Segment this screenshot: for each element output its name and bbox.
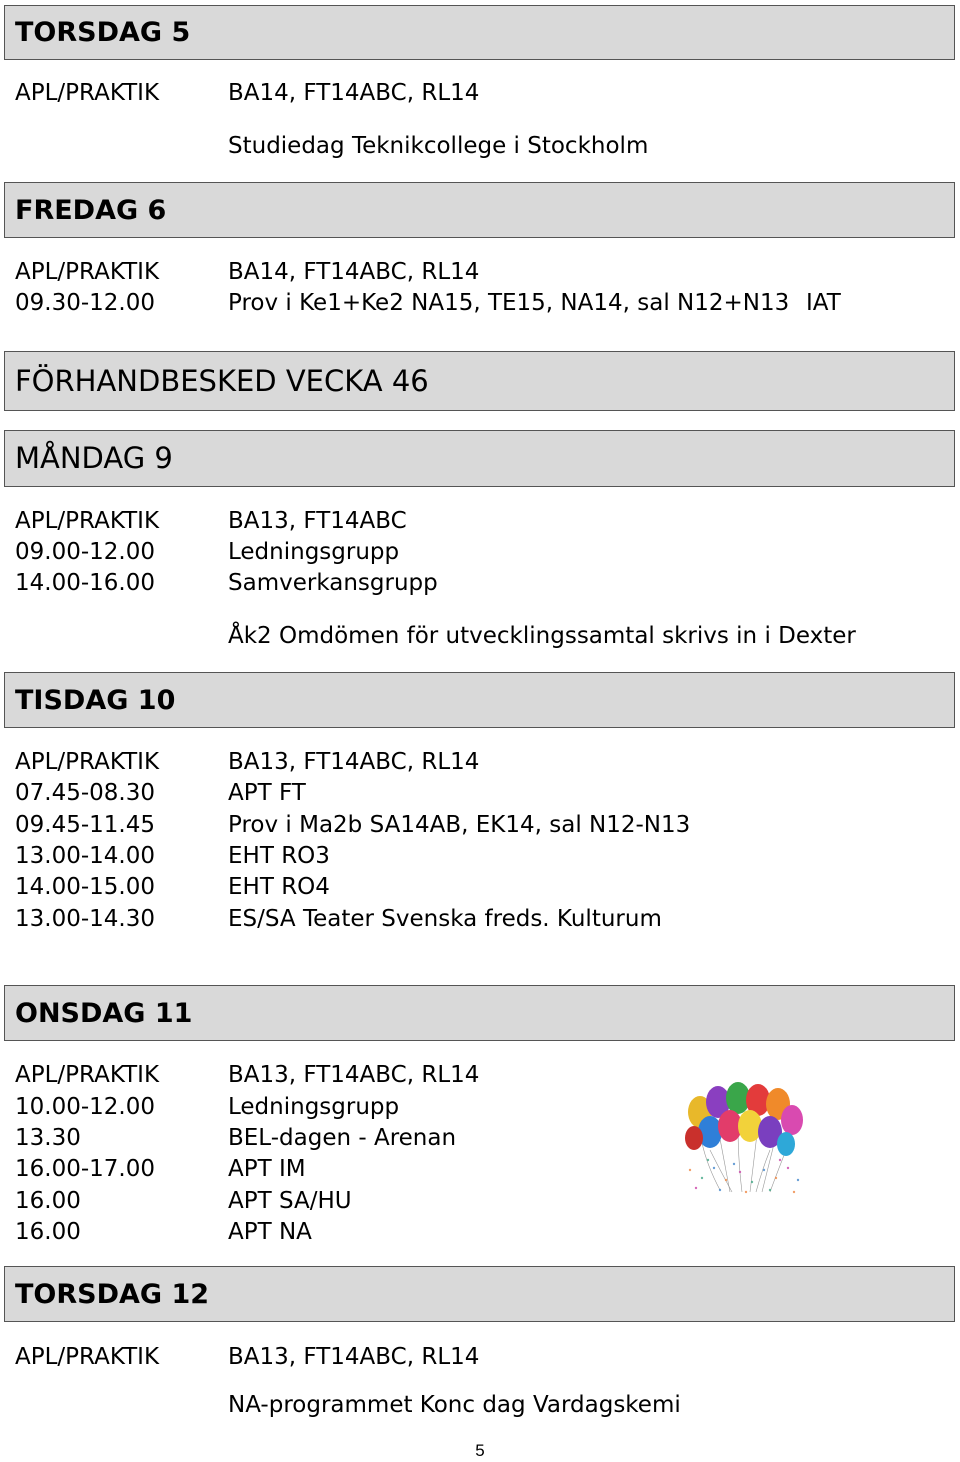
schedule-row [0,537,960,567]
row-text: ES/SA Teater Svenska freds. Kulturum [228,906,662,932]
row-time: 09.00-12.00 [15,539,155,565]
schedule-row [0,131,960,161]
row-text: BA13, FT14ABC [228,508,407,534]
row-time: 09.45-11.45 [15,812,155,838]
row-time: 13.30 [15,1125,81,1151]
schedule-row [0,506,960,536]
row-time: 13.00-14.30 [15,906,155,932]
section-header-forhandsbesked: FÖRHANDBESKED VECKA 46 [4,351,955,411]
schedule-row [0,1060,960,1090]
schedule-row [0,257,960,287]
schedule-row [0,904,960,934]
row-text: BA13, FT14ABC, RL14 [228,1062,480,1088]
row-text: NA-programmet Konc dag Vardagskemi [228,1392,681,1418]
row-text: APT IM [228,1156,306,1182]
schedule-row [0,288,960,318]
row-time: 16.00 [15,1188,81,1214]
schedule-row [0,1342,960,1372]
schedule-row [0,621,960,651]
row-text: BA14, FT14ABC, RL14 [228,259,480,285]
schedule-row [0,1123,960,1153]
schedule-row [0,810,960,840]
section-header-onsdag-11: ONSDAG 11 [4,985,955,1041]
section-header-fredag-6: FREDAG 6 [4,182,955,238]
row-text: Samverkansgrupp [228,570,438,596]
row-time: 14.00-16.00 [15,570,155,596]
row-time: 13.00-14.00 [15,843,155,869]
section-header-torsdag-5: TORSDAG 5 [4,5,955,60]
row-text: EHT RO3 [228,843,330,869]
schedule-row [0,1154,960,1184]
row-time: APL/PRAKTIK [15,259,160,285]
row-text: BA13, FT14ABC, RL14 [228,749,480,775]
schedule-row [0,841,960,871]
row-text: Prov i Ke1+Ke2 NA15, TE15, NA14, sal N12+N13 [228,290,790,316]
schedule-row [0,1092,960,1122]
section-header-mandag-9: MÅNDAG 9 [4,430,955,487]
row-time: 16.00-17.00 [15,1156,155,1182]
row-text: BA14, FT14ABC, RL14 [228,80,480,106]
row-text: Ledningsgrupp [228,1094,400,1120]
schedule-row [0,778,960,808]
row-text: Åk2 Omdömen för utvecklingssamtal skrivs in i Dexter [228,623,856,649]
row-time: APL/PRAKTIK [15,80,160,106]
row-note: IAT [806,290,841,316]
page-number: 5 [475,1441,485,1460]
row-text: BA13, FT14ABC, RL14 [228,1344,480,1370]
schedule-row [0,78,960,108]
row-time: 14.00-15.00 [15,874,155,900]
row-text: BEL-dagen - Arenan [228,1125,457,1151]
row-text: Studiedag Teknikcollege i Stockholm [228,133,649,159]
row-text: APT SA/HU [228,1188,352,1214]
row-text: Ledningsgrupp [228,539,400,565]
balloons-icon [680,1080,810,1198]
schedule-row [0,1186,960,1216]
row-time: 07.45-08.30 [15,780,155,806]
row-time: APL/PRAKTIK [15,749,160,775]
section-header-tisdag-10: TISDAG 10 [4,672,955,728]
row-time: APL/PRAKTIK [15,1344,160,1370]
schedule-row [0,747,960,777]
row-time: 10.00-12.00 [15,1094,155,1120]
section-header-torsdag-12: TORSDAG 12 [4,1266,955,1322]
row-text: Prov i Ma2b SA14AB, EK14, sal N12-N13 [228,812,691,838]
schedule-row [0,1390,960,1420]
row-text: APT FT [228,780,306,806]
schedule-row [0,568,960,598]
schedule-row [0,872,960,902]
row-time: APL/PRAKTIK [15,1062,160,1088]
row-time: APL/PRAKTIK [15,508,160,534]
row-time: 09.30-12.00 [15,290,155,316]
row-text: EHT RO4 [228,874,330,900]
row-time: 16.00 [15,1219,81,1245]
schedule-row [0,1217,960,1247]
row-text: APT NA [228,1219,312,1245]
